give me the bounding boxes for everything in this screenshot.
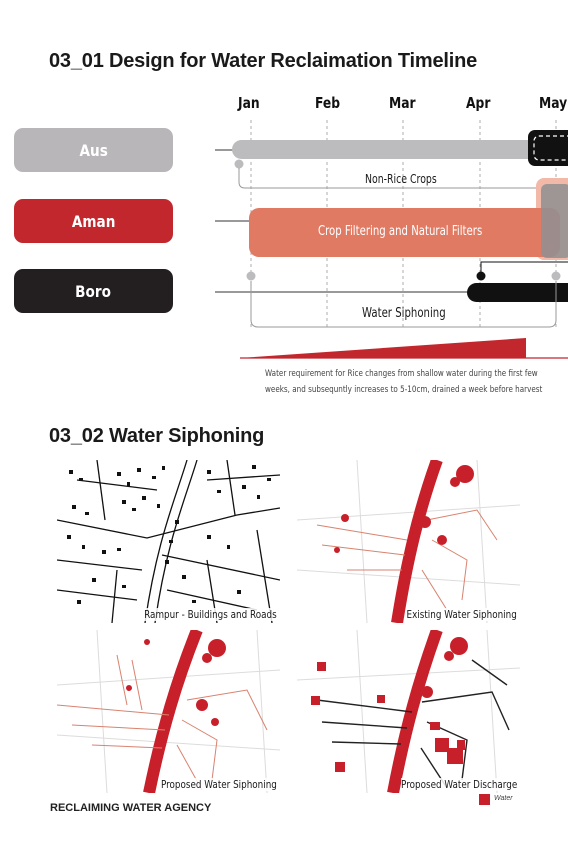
legend-water-swatch [479,794,490,805]
crop-pill-aman: Aman [14,199,173,243]
map-caption: Existing Water Siphoning [406,608,517,621]
water-requirement-note: Water requirement for Rice changes from shallow water during the first few weeks, and subsequntly increases to 5-10cm, drained a week before harvest [265,369,543,395]
month-label-feb: Feb [315,94,341,112]
crop-filtering-label: Crop Filtering and Natural Filters [318,224,483,239]
map-proposed-water-discharge [297,630,520,793]
map-rampur-buildings-roads [57,460,280,623]
month-label-jan: Jan [238,94,260,112]
footer-agency-name: RECLAIMING WATER AGENCY [50,802,212,814]
map-caption: Proposed Water Siphoning [161,778,277,791]
aus-marker [235,160,244,169]
month-label-may: May [539,94,568,112]
crop-pill-boro: Boro [14,269,173,313]
map-caption: Proposed Water Discharge [400,778,517,791]
boro-start-marker [247,272,256,281]
river-channel [393,630,437,793]
month-label-apr: Apr [466,94,491,112]
crop-pill-aus: Aus [14,128,173,172]
water-requirement-wedge [240,338,526,358]
water-siphoning-label: Water Siphoning [362,306,446,321]
non-rice-crops-label: Non-Rice Crops [365,172,437,186]
map-caption: Rampur - Buildings and Roads [144,608,277,621]
boro-bar [467,283,568,302]
section-title-timeline: 03_01 Design for Water Reclaimation Timeline [49,50,478,72]
aus-bar [232,140,542,159]
map-existing-water-siphoning [297,460,520,623]
map-proposed-water-siphoning [57,630,280,793]
month-label-mar: Mar [389,94,416,112]
river-channel [397,460,437,623]
legend-water-label: Water [494,795,513,802]
section-title-siphoning: 03_02 Water Siphoning [49,425,265,447]
boro-end-marker [552,272,561,281]
